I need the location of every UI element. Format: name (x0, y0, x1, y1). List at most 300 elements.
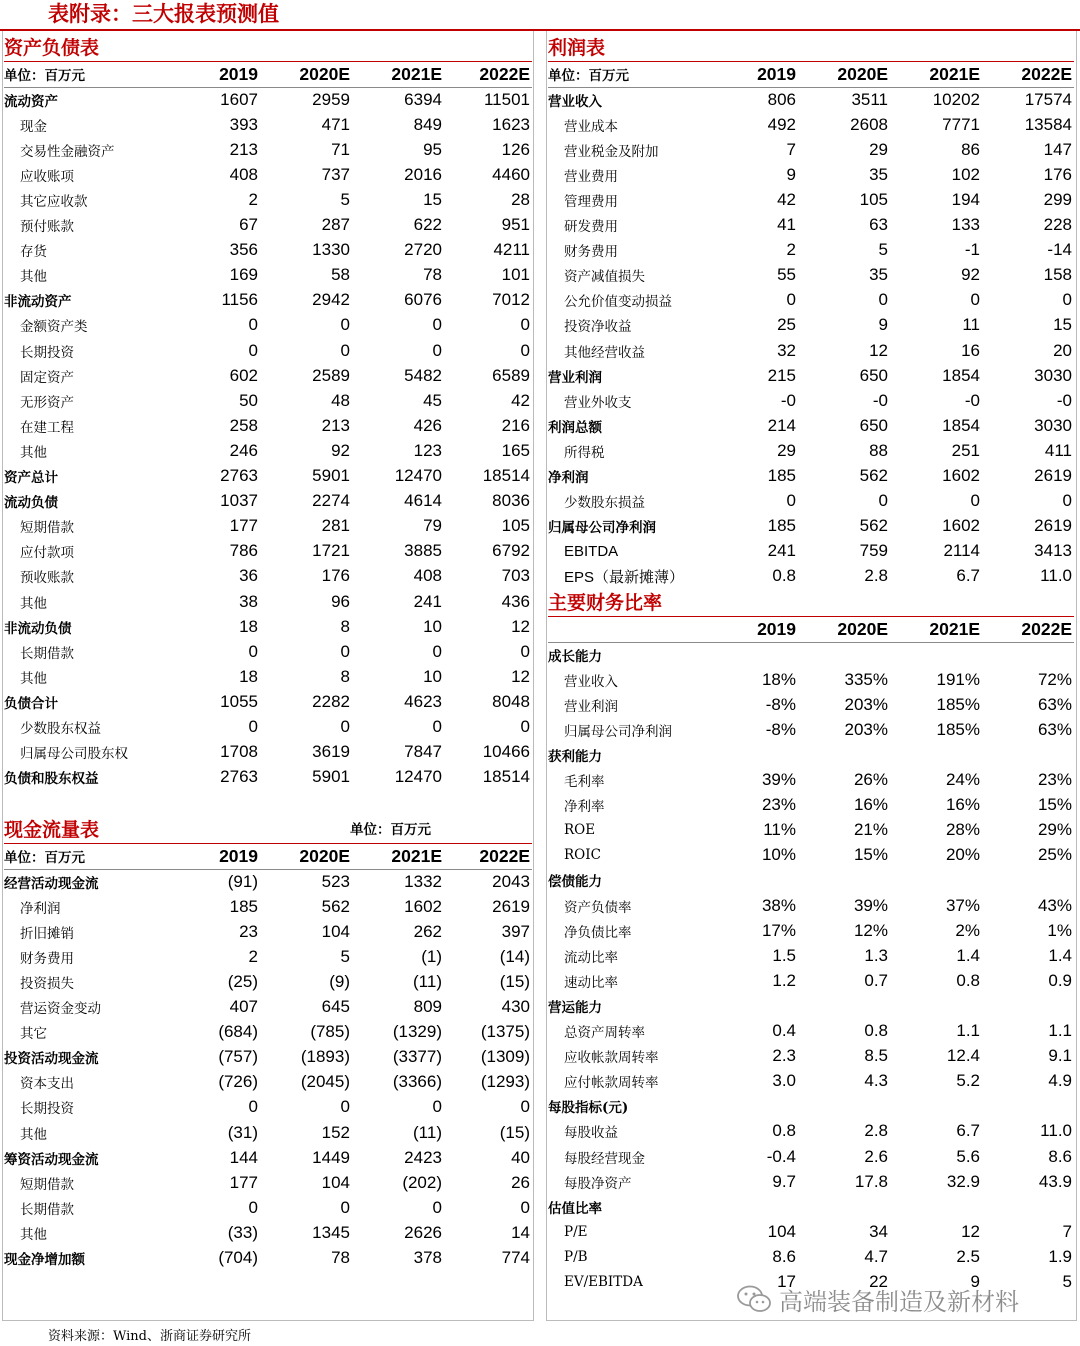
cell-value: 1.9 (1048, 1246, 1072, 1266)
cell-value: 2% (955, 920, 980, 940)
cell-value: 241 (413, 591, 442, 611)
row-label: ROE (564, 822, 596, 839)
cell-value: 1.3 (864, 945, 888, 965)
cell-value: 71 (331, 139, 350, 159)
cell-value: 411 (1044, 440, 1072, 460)
table-row (4, 1220, 532, 1245)
cell-value: 650 (859, 365, 888, 385)
income-statement-table (548, 62, 1074, 589)
table-row (4, 1246, 532, 1271)
row-label: 其他 (20, 670, 47, 687)
cell-value: 5901 (312, 466, 350, 486)
unit-label: 单位：百万元 (548, 62, 718, 87)
table-row (548, 1119, 1074, 1144)
cell-value: 176 (321, 566, 350, 586)
row-label: 营运能力 (548, 999, 602, 1016)
cell-value: 5 (878, 240, 888, 260)
row-label: 每股经营现金 (564, 1150, 645, 1167)
cell-value: 1345 (312, 1222, 350, 1242)
cell-value: 0 (432, 340, 442, 360)
row-label: 短期借款 (20, 520, 74, 537)
table-row (4, 1170, 532, 1195)
cell-value: 216 (501, 415, 530, 435)
cell-value (982, 868, 1074, 893)
cell-value: 2619 (1034, 466, 1072, 486)
row-label: 所得税 (564, 444, 605, 461)
cell-value: -0.4 (766, 1146, 796, 1166)
cell-value: 1.4 (956, 945, 980, 965)
cell-value: 1330 (312, 240, 350, 260)
cell-value: 645 (321, 997, 350, 1017)
row-label: 归属母公司净利润 (548, 520, 656, 537)
cell-value: (1) (421, 946, 442, 966)
cell-value: -8% (765, 719, 796, 739)
cell-value (890, 742, 982, 767)
cell-value: 12 (511, 666, 530, 686)
table-row (548, 968, 1074, 993)
cell-value: 2626 (404, 1222, 442, 1242)
cell-value: 126 (501, 139, 530, 159)
row-label: 研发费用 (564, 219, 618, 236)
row-label: 流动资产 (4, 93, 58, 110)
cell-value: 2016 (404, 164, 442, 184)
cell-value: 5 (1062, 1271, 1072, 1291)
table-row (548, 313, 1074, 338)
table-row (4, 564, 532, 589)
cell-value: 2.8 (864, 566, 888, 586)
cell-value: 29% (1037, 820, 1072, 840)
year-header: 2019 (176, 62, 260, 87)
cell-value (798, 742, 890, 767)
cell-value: 3511 (851, 89, 888, 109)
cell-value: 9 (878, 315, 888, 335)
cell-value: 11501 (483, 89, 530, 109)
cell-value: 152 (321, 1122, 350, 1142)
year-header: 2022E (982, 617, 1074, 642)
cell-value (982, 1094, 1074, 1119)
cell-value: 6394 (404, 89, 442, 109)
table-row (4, 87, 532, 112)
cell-value: -0 (964, 390, 980, 410)
table-row (548, 868, 1074, 893)
cell-value: 2114 (943, 541, 980, 561)
row-label: 交易性金融资产 (20, 143, 115, 160)
cell-value: 0.7 (864, 970, 888, 990)
cell-value (982, 993, 1074, 1018)
cell-value: 6.7 (956, 566, 980, 586)
cell-value: 8 (340, 666, 350, 686)
row-label: 存货 (20, 244, 47, 261)
unit-label: 单位：百万元 (4, 62, 176, 87)
cell-value: 0 (432, 716, 442, 736)
cell-value: 0 (520, 716, 530, 736)
cell-value: 203% (844, 719, 888, 739)
cell-value: 0 (248, 641, 258, 661)
row-label: 总资产周转率 (564, 1025, 645, 1042)
table-row (4, 238, 532, 263)
year-header: 2021E (352, 844, 444, 869)
ratios-panel (548, 589, 1074, 1295)
table-row (548, 363, 1074, 388)
cell-value: 0 (432, 315, 442, 335)
cell-value: 35 (869, 265, 888, 285)
table-row (4, 639, 532, 664)
cell-value: 203% (844, 694, 888, 714)
cell-value: 12470 (394, 767, 442, 787)
table-row (4, 464, 532, 489)
cell-value: 17.8 (854, 1171, 888, 1191)
cell-value: 16% (945, 795, 980, 815)
cell-value: 1.5 (772, 945, 796, 965)
title-rule (0, 29, 1080, 31)
cell-value: 6076 (404, 290, 442, 310)
cell-value (718, 868, 798, 893)
cell-value: 703 (501, 566, 530, 586)
cell-value: 3413 (1034, 541, 1072, 561)
cell-value: 4.9 (1048, 1071, 1072, 1091)
cell-value: 562 (859, 516, 888, 536)
year-header: 2020E (798, 617, 890, 642)
table-row (548, 642, 1074, 667)
cell-value: (202) (402, 1172, 442, 1192)
cell-value: 0.8 (956, 970, 980, 990)
cell-value: 251 (951, 440, 980, 460)
cell-value: (1893) (300, 1047, 350, 1067)
cell-value: 786 (229, 541, 258, 561)
cell-value: 12470 (394, 466, 442, 486)
cell-value: 29 (777, 440, 796, 460)
cell-value: (684) (218, 1022, 258, 1042)
cell-value: 0 (520, 1097, 530, 1117)
unit-label: 单位：百万元 (4, 844, 176, 869)
cell-value: 408 (413, 566, 442, 586)
cell-value: 2 (248, 946, 258, 966)
cell-value (798, 1194, 890, 1219)
cell-value: (3366) (392, 1072, 442, 1092)
cell-value: 25 (777, 315, 796, 335)
table-row (548, 893, 1074, 918)
cash-flow-title (4, 816, 532, 844)
cell-value: 3885 (404, 541, 442, 561)
cell-value: 18 (239, 616, 258, 636)
cell-value: 3.0 (772, 1071, 796, 1091)
cell-value: 35 (869, 164, 888, 184)
cell-value: 15% (853, 845, 888, 865)
row-label: 无形资产 (20, 394, 74, 411)
cell-value: 18514 (482, 767, 530, 787)
row-label: 短期借款 (20, 1176, 74, 1193)
cell-value: 436 (501, 591, 530, 611)
row-label: EPS（最新摊薄） (564, 568, 685, 586)
cell-value: 951 (501, 215, 530, 235)
row-label: 资产负债率 (564, 899, 632, 916)
cell-value: 8036 (492, 491, 530, 511)
cell-value: 12% (853, 920, 888, 940)
cell-value: 228 (1043, 215, 1072, 235)
cell-value: 2 (248, 190, 258, 210)
cell-value: 55 (777, 265, 796, 285)
row-label: 其他 (20, 444, 47, 461)
cell-value: 101 (501, 265, 530, 285)
year-header: 2020E (260, 844, 352, 869)
table-row (4, 1045, 532, 1070)
cell-value: 622 (413, 215, 442, 235)
cell-value: 10 (423, 666, 442, 686)
table-row (4, 995, 532, 1020)
cell-value: 169 (229, 265, 258, 285)
cell-value: 492 (767, 114, 796, 134)
table-row (4, 1070, 532, 1095)
frame-right-line (1076, 31, 1077, 1321)
cell-value: (1375) (480, 1022, 530, 1042)
cell-value: 72% (1037, 669, 1072, 689)
table-row (4, 213, 532, 238)
table-row (4, 1020, 532, 1045)
cell-value (718, 1094, 798, 1119)
table-row (548, 464, 1074, 489)
cell-value: 50 (239, 390, 258, 410)
cell-value: 0 (340, 641, 350, 661)
cell-value: 9.7 (772, 1171, 796, 1191)
cell-value: 2.8 (864, 1121, 888, 1141)
cell-value: -14 (1047, 240, 1072, 260)
table-row (4, 489, 532, 514)
table-row (4, 413, 532, 438)
row-label: ROIC (564, 847, 601, 864)
cell-value: 194 (951, 190, 980, 210)
table-row (548, 213, 1074, 238)
cell-value: 133 (951, 215, 980, 235)
header-row (548, 62, 1074, 87)
cell-value: 0.8 (864, 1021, 888, 1041)
table-row (4, 137, 532, 162)
table-row (548, 667, 1074, 692)
cell-value: 43% (1037, 895, 1072, 915)
cell-value: 63% (1037, 694, 1072, 714)
cell-value: 2942 (312, 290, 350, 310)
row-label: 净利率 (564, 799, 605, 816)
cell-value: 86 (961, 139, 980, 159)
year-header: 2022E (444, 844, 532, 869)
year-header: 2021E (890, 62, 982, 87)
frame-bottom-left-line (2, 1320, 534, 1321)
cell-value: (1293) (480, 1072, 530, 1092)
cell-value: 42 (511, 390, 530, 410)
cell-value: 1.4 (1048, 945, 1072, 965)
cell-value: 4211 (493, 240, 530, 260)
table-row (548, 1019, 1074, 1044)
row-label: P/E (564, 1223, 588, 1240)
cell-value: 8.6 (772, 1246, 796, 1266)
row-label: P/B (564, 1248, 588, 1265)
table-row (548, 388, 1074, 413)
year-header: 2019 (718, 62, 798, 87)
table-row (4, 338, 532, 363)
cell-value: 759 (859, 541, 888, 561)
source-note: 资料来源：Wind、浙商证券研究所 (48, 1329, 251, 1344)
header-row (4, 844, 532, 869)
row-label: 应收账项 (20, 168, 74, 185)
cell-value: 147 (1043, 139, 1072, 159)
cell-value: 29 (869, 139, 888, 159)
table-row (4, 162, 532, 187)
cell-value: 2274 (312, 491, 350, 511)
frame-left-line (2, 31, 3, 1321)
cell-value (718, 993, 798, 1018)
cell-value: 213 (321, 415, 350, 435)
table-row (548, 87, 1074, 112)
cell-value: 0 (878, 290, 888, 310)
table-row (548, 843, 1074, 868)
table-row (4, 438, 532, 463)
row-label: 营业收入 (564, 673, 618, 690)
cell-value: 79 (423, 516, 442, 536)
table-row (548, 514, 1074, 539)
row-label: 营运资金变动 (20, 1001, 101, 1018)
cell-value: 471 (321, 114, 350, 134)
table-row (4, 363, 532, 388)
cell-value: (726) (218, 1072, 258, 1092)
row-label: 流动比率 (564, 949, 618, 966)
row-label: 偿债能力 (548, 874, 602, 891)
cell-value: 58 (331, 265, 350, 285)
cell-value: 20% (945, 845, 980, 865)
cell-value: 0 (520, 315, 530, 335)
row-label: 财务费用 (20, 950, 74, 967)
cell-value: 32.9 (946, 1171, 980, 1191)
cell-value: (757) (218, 1047, 258, 1067)
table-row (548, 1194, 1074, 1219)
cell-value: 123 (413, 440, 442, 460)
table-row (548, 162, 1074, 187)
table-row (548, 1144, 1074, 1169)
table-row (4, 313, 532, 338)
cell-value: 2 (786, 240, 796, 260)
cell-value: 67 (239, 215, 258, 235)
cell-value: 0 (248, 716, 258, 736)
row-label: 其他 (20, 1226, 47, 1243)
cell-value: 18 (239, 666, 258, 686)
cell-value: 1156 (221, 290, 258, 310)
cell-value: 185% (936, 719, 980, 739)
cell-value: 17 (777, 1271, 796, 1291)
header-row (4, 62, 532, 87)
table-row (548, 1094, 1074, 1119)
cell-value: 0 (248, 315, 258, 335)
cell-value: 7012 (492, 290, 530, 310)
cell-value: 28 (511, 190, 530, 210)
cell-value: 407 (229, 997, 258, 1017)
cell-value: 335% (844, 669, 888, 689)
cell-value: 23% (1037, 770, 1072, 790)
cell-value: 5482 (404, 365, 442, 385)
cell-value: (1329) (392, 1022, 442, 1042)
cell-value: 378 (413, 1248, 442, 1268)
table-row (548, 112, 1074, 137)
unit-label (548, 617, 718, 642)
cell-value: 2423 (404, 1147, 442, 1167)
row-label: 投资净收益 (564, 319, 632, 336)
cell-value: 15 (1053, 315, 1072, 335)
row-label: 预付账款 (20, 219, 74, 236)
cell-value: 10 (423, 616, 442, 636)
cell-value: 63 (869, 215, 888, 235)
cell-value: 39% (853, 895, 888, 915)
cell-value: 0 (878, 491, 888, 511)
table-row (548, 742, 1074, 767)
cell-value: 9 (786, 164, 796, 184)
cell-value: 0 (432, 1097, 442, 1117)
cell-value: (33) (227, 1222, 258, 1242)
cell-value: 191% (936, 669, 980, 689)
cell-value: 16 (961, 340, 980, 360)
cell-value (798, 1094, 890, 1119)
cell-value: 2619 (492, 896, 530, 916)
cell-value: 11.0 (1040, 1121, 1072, 1141)
table-row (548, 238, 1074, 263)
header-row (548, 617, 1074, 642)
row-label: 应付帐款周转率 (564, 1075, 659, 1092)
table-row (4, 1195, 532, 1220)
cell-value: (9) (329, 972, 350, 992)
cell-value: (25) (227, 972, 258, 992)
row-label: 在建工程 (20, 419, 74, 436)
cell-value: 38% (761, 895, 796, 915)
cell-value: 24% (945, 770, 980, 790)
cell-value: 1623 (492, 114, 530, 134)
cell-value: 11.0 (1040, 566, 1072, 586)
table-row (4, 894, 532, 919)
table-row (548, 768, 1074, 793)
table-row (4, 1095, 532, 1120)
cell-value: -8% (765, 694, 796, 714)
cell-value: 6589 (492, 365, 530, 385)
row-label: 其他经营收益 (564, 344, 645, 361)
cell-value: (91) (227, 871, 258, 891)
cell-value: 397 (501, 921, 530, 941)
cell-value (798, 993, 890, 1018)
row-label: 归属母公司股东权 (20, 746, 128, 763)
cell-value: 0 (340, 315, 350, 335)
row-label: 金额资产类 (20, 319, 88, 336)
cell-value: 0 (432, 1197, 442, 1217)
cell-value: 774 (501, 1248, 530, 1268)
cell-value: 88 (869, 440, 888, 460)
row-label: 营业费用 (564, 168, 618, 185)
cell-value: 15% (1037, 795, 1072, 815)
cell-value: 4.3 (864, 1071, 888, 1091)
cell-value: 28% (945, 820, 980, 840)
cell-value: 1332 (404, 871, 442, 891)
cell-value: 0.9 (1048, 970, 1072, 990)
table-row (4, 112, 532, 137)
cell-value (890, 642, 982, 667)
cell-value: 262 (413, 921, 442, 941)
cell-value: 1055 (220, 691, 258, 711)
cell-value: -0 (872, 390, 888, 410)
row-label: 资产总计 (4, 470, 58, 487)
cell-value: 102 (951, 164, 980, 184)
cell-value: 32 (777, 340, 796, 360)
table-row (4, 1145, 532, 1170)
row-label: 每股收益 (564, 1125, 618, 1142)
row-label: 投资损失 (20, 976, 74, 993)
year-header: 2021E (352, 62, 444, 87)
cell-value: 2.3 (772, 1046, 796, 1066)
cell-value: 9.1 (1048, 1046, 1072, 1066)
cell-value: 0 (970, 491, 980, 511)
cell-value: 0 (248, 1197, 258, 1217)
